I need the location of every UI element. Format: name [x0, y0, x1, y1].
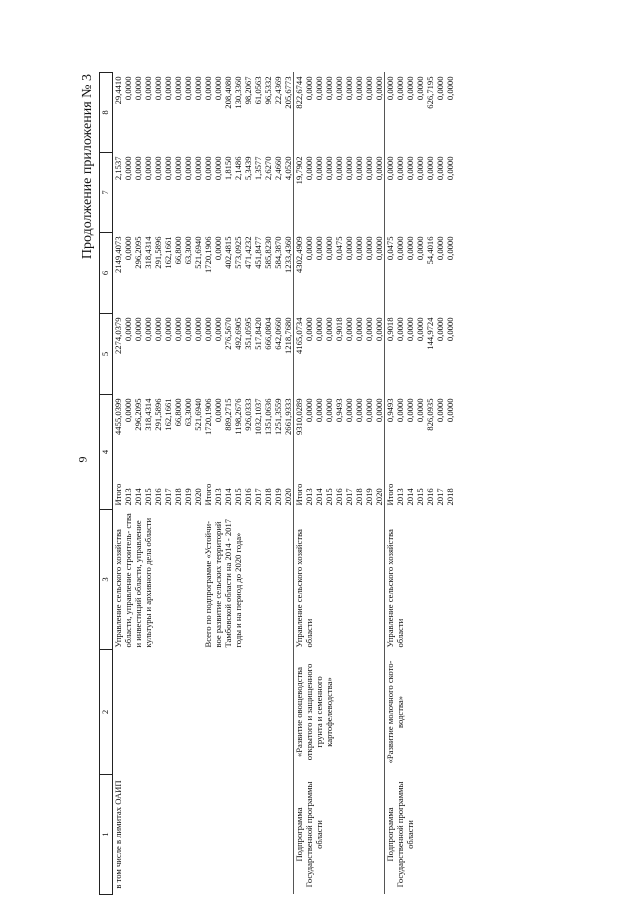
executor-cell: Всего по подпрограмме «Устойчи- вое развитие сельских территорий Тамбовской области на 2014 - 2017 годы и на период до 2020 года» — [203, 518, 243, 648]
value-cell: 66,8000 — [173, 398, 183, 427]
value-cell: 4302,4909 — [294, 232, 305, 313]
year-cell: Итого — [203, 483, 213, 506]
value-cell: 0,0000 — [153, 156, 163, 181]
value-cell: 0,0000 — [405, 317, 415, 342]
value-cell: 0,0000 — [374, 156, 384, 181]
value-cell: 0,0000 — [415, 236, 425, 261]
value-cell: 1720,1906 — [203, 398, 213, 436]
value-cell: 0,0000 — [133, 156, 143, 181]
year-cell: 2018 — [263, 488, 273, 506]
value-cell: 0,0000 — [324, 236, 334, 261]
value-cell: 0,0000 — [324, 156, 334, 181]
value-cell: 585,8230 — [263, 236, 273, 269]
value-cell: 29,4410 — [113, 76, 123, 105]
year-cell: 2016 — [153, 488, 163, 506]
value-cell: 0,0000 — [304, 236, 314, 261]
value-cell: 0,0000 — [435, 156, 445, 181]
value-cell: 0,0000 — [405, 236, 415, 261]
value-cell: 0,0000 — [405, 156, 415, 181]
value-cell: 0,0000 — [183, 156, 193, 181]
value-cell: 0,0000 — [344, 236, 354, 261]
value-cell: 0,9018 — [334, 317, 344, 342]
value-cell: 2,4660 — [273, 156, 283, 181]
value-cell: 0,0000 — [374, 317, 384, 342]
value-cell: 889,2715 — [223, 398, 233, 431]
value-cell: 0,0000 — [314, 236, 324, 261]
program-name-cell: Подпрограмма Государственной программы области — [294, 775, 385, 895]
year-cell: 2016 — [334, 488, 344, 506]
value-cell: 0,0000 — [354, 236, 364, 261]
subprogram-name-cell: «Развитие овощеводства открытого и защищенного грунта и семенного картофелеводства» — [294, 650, 385, 775]
value-cell: 0,0000 — [213, 317, 223, 342]
value-cell: 0,0000 — [173, 156, 183, 181]
value-cell: 826,0935 — [425, 398, 435, 431]
value-cell: 0,9493 — [385, 394, 396, 475]
year-cell: 2020 — [374, 488, 384, 506]
value-cell: 626,7195 — [425, 76, 435, 109]
value-cell: 0,0000 — [445, 398, 455, 423]
value-cell: 584,3870 — [273, 236, 283, 269]
value-cell: 208,4080 — [223, 76, 233, 109]
value-cell: 0,0000 — [354, 76, 364, 101]
continuation-title: Продолжение приложения № 3 — [80, 74, 95, 260]
year-cell: 2018 — [173, 488, 183, 506]
year-cell: Итого — [294, 476, 305, 510]
header-cell-2: 2 — [100, 650, 113, 775]
year-cell: 2019 — [183, 488, 193, 506]
value-cell: 0,0000 — [153, 76, 163, 101]
value-cell: 0,0000 — [435, 76, 445, 101]
header-cell-7: 7 — [100, 152, 113, 232]
value-cell: 22,4369 — [273, 76, 283, 105]
year-cell: 2014 — [405, 488, 415, 506]
value-cell: 0,0000 — [415, 317, 425, 342]
value-cell: 4,0520 — [283, 156, 293, 181]
value-cell: 1218,7680 — [283, 317, 293, 355]
value-cell: 0,0000 — [395, 76, 405, 101]
value-cell: 0,0000 — [364, 317, 374, 342]
value-cell: 1,3577 — [253, 156, 263, 181]
year-cell: 2018 — [445, 488, 455, 506]
value-cell: 351,0595 — [243, 317, 253, 350]
value-cell: 471,4232 — [243, 236, 253, 269]
year-cell: 2019 — [273, 488, 283, 506]
value-cell: 0,0000 — [314, 398, 324, 423]
value-cell: 0,0000 — [183, 317, 193, 342]
value-cell: 0,0000 — [193, 317, 203, 342]
value-cell: 0,0000 — [344, 76, 354, 101]
value-cell: 0,0000 — [334, 156, 344, 181]
year-cell: Итого — [113, 483, 123, 506]
value-cell: 0,0000 — [213, 76, 223, 101]
value-cell: 666,0804 — [263, 317, 273, 350]
value-cell: 66,8000 — [173, 236, 183, 265]
value-cell: 0,0000 — [374, 398, 384, 423]
header-cell-3: 3 — [100, 510, 113, 650]
year-cell: 2020 — [193, 488, 203, 506]
header-row — [100, 72, 113, 894]
year-cell: 2014 — [133, 488, 143, 506]
value-cell: 2661,9333 — [283, 398, 293, 436]
value-cell: 63,3000 — [183, 398, 193, 427]
year-cell: Итого — [385, 476, 396, 510]
value-cell: 0,0000 — [304, 76, 314, 101]
year-cell: 2016 — [425, 488, 435, 506]
table-row — [385, 72, 396, 894]
value-cell: 0,0000 — [405, 76, 415, 101]
value-cell: 0,0000 — [143, 317, 153, 342]
value-cell: 318,4314 — [143, 398, 153, 431]
value-cell: 0,0000 — [314, 76, 324, 101]
subprogram-name-cell — [113, 650, 204, 775]
value-cell: 9310,0289 — [294, 394, 305, 475]
header-cell-6: 6 — [100, 232, 113, 313]
year-cell: 2019 — [364, 488, 374, 506]
value-cell: 0,0000 — [395, 156, 405, 181]
value-cell: 0,0000 — [344, 317, 354, 342]
subprogram-name-cell: «Развитие молочного ското- водства» — [385, 650, 456, 775]
value-cell: 0,0000 — [385, 72, 396, 152]
value-cell: 2274,0379 — [113, 317, 123, 355]
value-cell: 61,0563 — [253, 76, 263, 105]
value-cell: 1233,4360 — [283, 236, 293, 274]
value-cell: 0,0000 — [435, 236, 445, 261]
value-cell: 0,0000 — [405, 398, 415, 423]
value-cell: 517,8420 — [253, 317, 263, 350]
value-cell: 0,0000 — [395, 398, 405, 423]
year-cell: 2018 — [354, 488, 364, 506]
value-cell: 0,9493 — [334, 398, 344, 423]
value-cell: 0,0000 — [314, 156, 324, 181]
header-cell-5: 5 — [100, 313, 113, 394]
value-cell: 0,0000 — [143, 156, 153, 181]
year-cell: 2013 — [213, 488, 223, 506]
value-cell: 1351,0636 — [263, 398, 273, 436]
value-cell: 0,0000 — [213, 398, 223, 423]
value-cell: 296,2095 — [133, 398, 143, 431]
value-cell: 0,0000 — [324, 76, 334, 101]
value-cell: 822,6744 — [294, 72, 305, 152]
value-cell: 0,0000 — [354, 156, 364, 181]
value-cell: 0,0000 — [395, 236, 405, 261]
header-cell-4: 4 — [100, 394, 113, 509]
value-cell: 521,6940 — [193, 398, 203, 431]
value-cell: 0,0000 — [354, 398, 364, 423]
program-name-cell — [203, 775, 294, 895]
program-name-cell: в том числе в лимитах ОАИП — [113, 780, 123, 889]
value-cell: 2,1486 — [233, 156, 243, 181]
value-cell: 2,6270 — [263, 156, 273, 181]
value-cell: 0,0000 — [364, 236, 374, 261]
value-cell: 0,0000 — [173, 76, 183, 101]
value-cell: 0,0000 — [364, 76, 374, 101]
value-cell: 0,0000 — [193, 76, 203, 101]
value-cell: 144,9724 — [425, 317, 435, 350]
value-cell: 0,0000 — [374, 76, 384, 101]
year-cell: 2017 — [344, 488, 354, 506]
value-cell: 0,0000 — [334, 76, 344, 101]
value-cell: 0,0000 — [173, 317, 183, 342]
value-cell: 0,0000 — [153, 317, 163, 342]
year-cell: 2013 — [123, 488, 133, 506]
value-cell: 1251,3559 — [273, 398, 283, 436]
value-cell: 0,0000 — [163, 76, 173, 101]
year-cell: 2017 — [435, 488, 445, 506]
year-cell: 2015 — [415, 488, 425, 506]
value-cell: 0,0000 — [203, 317, 213, 342]
value-cell: 402,4815 — [223, 236, 233, 269]
value-cell: 573,0925 — [233, 236, 243, 269]
value-cell: 0,0000 — [435, 317, 445, 342]
value-cell: 0,0000 — [123, 76, 133, 101]
value-cell: 0,0000 — [435, 398, 445, 423]
table-row — [203, 72, 213, 894]
value-cell: 0,0000 — [395, 317, 405, 342]
value-cell: 0,0000 — [324, 398, 334, 423]
executor-cell: Управление сельского хозяйства области, управление строитель- ства и инвестиций области, управление культуры и архивного дела области — [113, 513, 153, 648]
value-cell: 1,8150 — [223, 156, 233, 181]
year-cell: 2020 — [283, 488, 293, 506]
value-cell: 0,0000 — [183, 76, 193, 101]
value-cell: 0,0000 — [415, 156, 425, 181]
value-cell: 130,3360 — [233, 76, 243, 109]
value-cell: 0,0000 — [163, 156, 173, 181]
subprogram-name-cell — [203, 650, 294, 775]
value-cell: 0,0000 — [364, 156, 374, 181]
value-cell: 1032,1037 — [253, 398, 263, 436]
value-cell: 0,0000 — [213, 156, 223, 181]
value-cell: 0,0000 — [133, 76, 143, 101]
value-cell: 0,0000 — [123, 236, 133, 261]
value-cell: 0,0000 — [123, 156, 133, 181]
executor-cell: Управление сельского хозяйства области — [294, 510, 385, 650]
value-cell: 0,0000 — [193, 156, 203, 181]
year-cell: 2015 — [143, 488, 153, 506]
value-cell: 291,5896 — [153, 398, 163, 431]
table-row — [113, 72, 124, 894]
value-cell: 926,0333 — [243, 398, 253, 431]
value-cell: 451,8477 — [253, 236, 263, 269]
value-cell: 96,5332 — [263, 76, 273, 105]
value-cell: 0,0000 — [304, 398, 314, 423]
value-cell: 98,2067 — [243, 76, 253, 105]
year-cell: 2017 — [163, 488, 173, 506]
value-cell: 0,0000 — [415, 76, 425, 101]
value-cell: 0,0000 — [163, 317, 173, 342]
page-number: 9 — [75, 456, 90, 463]
budget-table — [99, 72, 455, 895]
value-cell: 0,0000 — [445, 76, 455, 101]
program-name-cell: Подпрограмма Государственной программы области — [385, 775, 456, 895]
table-body — [113, 72, 456, 894]
value-cell: 4165,0734 — [294, 313, 305, 394]
value-cell: 0,0000 — [304, 317, 314, 342]
value-cell: 0,0475 — [334, 236, 344, 261]
value-cell: 0,0000 — [445, 317, 455, 342]
value-cell: 2149,4073 — [113, 236, 123, 274]
value-cell: 0,0000 — [324, 317, 334, 342]
value-cell: 0,0000 — [314, 317, 324, 342]
value-cell: 0,0000 — [133, 317, 143, 342]
value-cell: 642,0660 — [273, 317, 283, 350]
year-cell: 2014 — [223, 488, 233, 506]
value-cell: 0,0000 — [344, 398, 354, 423]
value-cell: 0,0000 — [203, 156, 213, 181]
year-cell: 2015 — [233, 488, 243, 506]
value-cell: 0,0000 — [385, 152, 396, 232]
value-cell: 5,3439 — [243, 156, 253, 181]
value-cell: 0,0000 — [364, 398, 374, 423]
value-cell: 0,0000 — [123, 398, 133, 423]
value-cell: 318,4314 — [143, 236, 153, 269]
year-cell: 2014 — [314, 488, 324, 506]
value-cell: 0,0000 — [354, 317, 364, 342]
year-cell: 2017 — [253, 488, 263, 506]
year-cell: 2013 — [395, 488, 405, 506]
value-cell: 162,1661 — [163, 398, 173, 431]
year-cell: 2016 — [243, 488, 253, 506]
value-cell: 521,6940 — [193, 236, 203, 269]
value-cell: 54,4016 — [425, 236, 435, 265]
value-cell: 492,6905 — [233, 317, 243, 350]
value-cell: 0,0000 — [445, 236, 455, 261]
header-cell-8: 8 — [100, 72, 113, 152]
value-cell: 205,6773 — [283, 76, 293, 109]
value-cell: 0,0000 — [203, 76, 213, 101]
value-cell: 0,0000 — [123, 317, 133, 342]
value-cell: 162,1661 — [163, 236, 173, 269]
header-cell-1: 1 — [100, 775, 113, 895]
value-cell: 0,0000 — [344, 156, 354, 181]
value-cell: 1198,2676 — [233, 398, 243, 435]
value-cell: 4455,0399 — [113, 398, 123, 436]
value-cell: 0,0000 — [445, 156, 455, 181]
value-cell: 63,3000 — [183, 236, 193, 265]
value-cell: 0,0000 — [213, 236, 223, 261]
value-cell: 0,0000 — [374, 236, 384, 261]
year-cell: 2015 — [324, 488, 334, 506]
value-cell: 296,2095 — [133, 236, 143, 269]
value-cell: 276,5670 — [223, 317, 233, 350]
value-cell: 2,1537 — [113, 156, 123, 181]
year-cell: 2013 — [304, 488, 314, 506]
value-cell: 0,0000 — [304, 156, 314, 181]
value-cell: 0,0000 — [425, 156, 435, 181]
table-row — [294, 72, 305, 894]
executor-cell: Управление сельского хозяйства области — [385, 510, 456, 650]
value-cell: 0,0475 — [385, 232, 396, 313]
value-cell: 0,0000 — [143, 76, 153, 101]
value-cell: 0,9018 — [385, 313, 396, 394]
value-cell: 291,5896 — [153, 236, 163, 269]
value-cell: 1720,1906 — [203, 236, 213, 274]
value-cell: 19,7902 — [294, 152, 305, 232]
value-cell: 0,0000 — [415, 398, 425, 423]
